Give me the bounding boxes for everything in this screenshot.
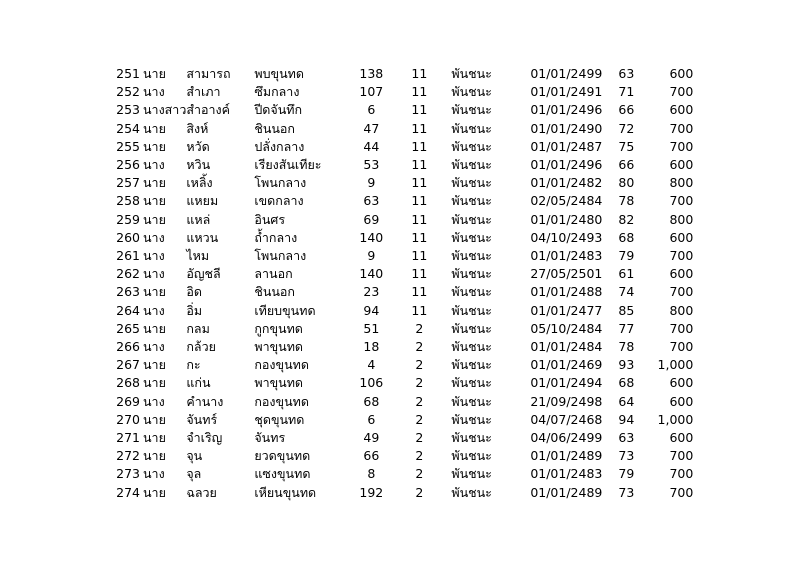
birth-date-cell: 04/10/2493 <box>530 229 603 245</box>
subdistrict-cell: พันชนะ <box>451 157 492 173</box>
house-number-cell: 9 <box>367 248 376 264</box>
first-name-cell: ฉลวย <box>186 484 217 500</box>
village-number-cell: 2 <box>415 375 424 391</box>
last-name-cell: ลานอก <box>254 266 293 282</box>
age-cell: 78 <box>618 339 635 355</box>
birth-date-cell: 05/10/2484 <box>530 320 603 336</box>
row-number-cell: 252 <box>116 84 140 100</box>
table-row <box>106 229 693 247</box>
last-name-cell: กองขุนทด <box>254 393 309 409</box>
age-cell: 78 <box>618 193 635 209</box>
house-number-cell: 6 <box>367 102 376 118</box>
house-number-cell: 107 <box>359 84 384 100</box>
first-name-cell: แก่น <box>186 375 211 391</box>
row-number-cell: 260 <box>116 229 140 245</box>
birth-date-cell: 01/01/2480 <box>530 211 603 227</box>
subdistrict-cell: พันชนะ <box>451 211 492 227</box>
table-row <box>106 101 693 119</box>
birth-date-cell: 01/01/2496 <box>530 102 603 118</box>
village-number-cell: 2 <box>415 430 424 446</box>
allowance-amount-cell: 600 <box>669 102 694 118</box>
last-name-cell: ชุดขุนทด <box>254 411 305 427</box>
table-row <box>106 265 693 283</box>
village-number-cell: 2 <box>415 393 424 409</box>
name-title-cell: นาย <box>143 375 166 391</box>
allowance-amount-cell: 800 <box>669 302 694 318</box>
birth-date-cell: 01/01/2483 <box>530 248 603 264</box>
name-title-cell: นาง <box>143 393 165 409</box>
allowance-amount-cell: 600 <box>669 266 694 282</box>
age-cell: 82 <box>618 211 635 227</box>
subdistrict-cell: พันชนะ <box>451 375 492 391</box>
house-number-cell: 51 <box>363 320 380 336</box>
last-name-cell: เหียนขุนทด <box>254 484 317 500</box>
first-name-cell: สามารถ <box>186 66 231 81</box>
table-row <box>106 120 693 138</box>
table-row <box>106 65 693 83</box>
first-name-cell: กลม <box>186 320 210 336</box>
birth-date-cell: 01/01/2487 <box>530 138 603 154</box>
allowance-amount-cell: 700 <box>669 193 694 209</box>
row-number-cell: 267 <box>116 357 140 373</box>
row-number-cell: 269 <box>116 393 140 409</box>
last-name-cell: ซึมกลาง <box>254 84 300 100</box>
name-title-cell: นาย <box>143 175 166 191</box>
subdistrict-cell: พันชนะ <box>451 175 492 191</box>
allowance-amount-cell: 700 <box>669 466 694 482</box>
first-name-cell: กะ <box>186 357 201 373</box>
row-number-cell: 270 <box>116 411 140 427</box>
birth-date-cell: 01/01/2483 <box>530 466 603 482</box>
name-title-cell: นาย <box>143 430 166 446</box>
village-number-cell: 2 <box>415 320 424 336</box>
subdistrict-cell: พันชนะ <box>451 266 492 282</box>
village-number-cell: 11 <box>411 211 428 227</box>
last-name-cell: โพนกลาง <box>254 175 307 191</box>
allowance-amount-cell: 600 <box>669 375 694 391</box>
last-name-cell: เรียงสันเทียะ <box>254 157 322 173</box>
first-name-cell: จุล <box>186 466 202 482</box>
house-number-cell: 138 <box>359 66 384 81</box>
age-cell: 74 <box>618 284 635 300</box>
last-name-cell: แซงขุนทด <box>254 466 311 482</box>
house-number-cell: 66 <box>363 448 380 464</box>
table-row <box>106 429 693 447</box>
village-number-cell: 11 <box>411 302 428 318</box>
subdistrict-cell: พันชนะ <box>451 248 492 264</box>
first-name-cell: หวัด <box>186 138 210 154</box>
subdistrict-cell: พันชนะ <box>451 357 492 373</box>
allowance-amount-cell: 700 <box>669 339 694 355</box>
village-number-cell: 11 <box>411 284 428 300</box>
first-name-cell: จันทร์ <box>186 411 218 427</box>
birth-date-cell: 01/01/2489 <box>530 448 603 464</box>
name-title-cell: นาย <box>143 411 166 427</box>
village-number-cell: 2 <box>415 411 424 427</box>
last-name-cell: ชินนอก <box>254 284 295 300</box>
first-name-cell: เหลิ้ง <box>186 175 213 191</box>
birth-date-cell: 01/01/2477 <box>530 302 603 318</box>
subdistrict-cell: พันชนะ <box>451 284 492 300</box>
house-number-cell: 44 <box>363 138 380 154</box>
subdistrict-cell: พันชนะ <box>451 120 492 136</box>
first-name-cell: หวิน <box>186 157 211 173</box>
first-name-cell: แหล่ <box>186 211 211 227</box>
name-title-cell: นาย <box>143 357 166 373</box>
first-name-cell: กล้วย <box>186 339 216 355</box>
village-number-cell: 2 <box>415 339 424 355</box>
name-title-cell: นาง <box>143 84 165 100</box>
subdistrict-cell: พันชนะ <box>451 302 492 318</box>
birth-date-cell: 01/01/2490 <box>530 120 603 136</box>
village-number-cell: 11 <box>411 175 428 191</box>
subdistrict-cell: พันชนะ <box>451 320 492 336</box>
table-row <box>106 356 693 374</box>
first-name-cell: ไหม <box>186 248 210 264</box>
last-name-cell: เทียบขุนทด <box>254 302 316 318</box>
subdistrict-cell: พันชนะ <box>451 430 492 446</box>
age-cell: 72 <box>618 120 635 136</box>
house-number-cell: 4 <box>367 357 376 373</box>
row-number-cell: 274 <box>116 484 140 500</box>
table-row <box>106 393 693 411</box>
first-name-cell: สิงห์ <box>186 120 209 136</box>
row-number-cell: 268 <box>116 375 140 391</box>
age-cell: 66 <box>618 157 635 173</box>
name-title-cell: นาย <box>143 138 166 154</box>
age-cell: 66 <box>618 102 635 118</box>
birth-date-cell: 27/05/2501 <box>530 266 603 282</box>
village-number-cell: 11 <box>411 138 428 154</box>
last-name-cell: พบขุนทด <box>254 66 304 81</box>
table-row <box>106 247 693 265</box>
last-name-cell: อินศร <box>254 211 286 227</box>
subdistrict-cell: พันชนะ <box>451 466 492 482</box>
last-name-cell: ถ้ำกลาง <box>254 229 298 245</box>
village-number-cell: 11 <box>411 248 428 264</box>
allowance-amount-cell: 700 <box>669 484 694 500</box>
row-number-cell: 251 <box>116 66 140 81</box>
birth-date-cell: 01/01/2491 <box>530 84 603 100</box>
row-number-cell: 262 <box>116 266 140 282</box>
birth-date-cell: 04/07/2468 <box>530 411 603 427</box>
name-title-cell: นาง <box>143 229 165 245</box>
name-title-cell: นาง <box>143 157 165 173</box>
age-cell: 63 <box>618 66 635 81</box>
house-number-cell: 47 <box>363 120 380 136</box>
first-name-cell: อัญชลี <box>186 266 221 282</box>
birth-date-cell: 01/01/2484 <box>530 339 603 355</box>
house-number-cell: 18 <box>363 339 380 355</box>
allowance-amount-cell: 700 <box>669 448 694 464</box>
house-number-cell: 23 <box>363 284 380 300</box>
allowance-amount-cell: 800 <box>669 211 694 227</box>
age-cell: 79 <box>618 248 635 264</box>
allowance-amount-cell: 600 <box>669 430 694 446</box>
village-number-cell: 2 <box>415 466 424 482</box>
house-number-cell: 140 <box>359 266 384 282</box>
elderly-allowance-table <box>106 65 693 502</box>
subdistrict-cell: พันชนะ <box>451 102 492 118</box>
first-name-cell: อิด <box>186 284 202 300</box>
last-name-cell: พาขุนทด <box>254 375 304 391</box>
name-title-cell: นาง <box>143 248 165 264</box>
table-body <box>106 65 693 502</box>
row-number-cell: 259 <box>116 211 140 227</box>
table-row <box>106 211 693 229</box>
age-cell: 93 <box>618 357 635 373</box>
name-title-cell: นาง <box>143 339 165 355</box>
row-number-cell: 256 <box>116 157 140 173</box>
age-cell: 80 <box>618 175 635 191</box>
village-number-cell: 11 <box>411 120 428 136</box>
last-name-cell: พาขุนทด <box>254 339 304 355</box>
table-row <box>106 138 693 156</box>
age-cell: 85 <box>618 302 635 318</box>
birth-date-cell: 01/01/2482 <box>530 175 603 191</box>
row-number-cell: 253 <box>116 102 140 118</box>
row-number-cell: 272 <box>116 448 140 464</box>
table-row <box>106 447 693 465</box>
house-number-cell: 192 <box>359 484 384 500</box>
subdistrict-cell: พันชนะ <box>451 393 492 409</box>
village-number-cell: 11 <box>411 193 428 209</box>
allowance-amount-cell: 600 <box>669 393 694 409</box>
village-number-cell: 11 <box>411 84 428 100</box>
row-number-cell: 257 <box>116 175 140 191</box>
age-cell: 75 <box>618 138 635 154</box>
birth-date-cell: 01/01/2494 <box>530 375 603 391</box>
allowance-amount-cell: 600 <box>669 157 694 173</box>
allowance-amount-cell: 600 <box>669 229 694 245</box>
subdistrict-cell: พันชนะ <box>451 339 492 355</box>
name-title-cell: นาย <box>143 284 166 300</box>
name-title-cell: นาย <box>143 211 166 227</box>
last-name-cell: ชินนอก <box>254 120 295 136</box>
birth-date-cell: 01/01/2499 <box>530 66 603 81</box>
birth-date-cell: 21/09/2498 <box>530 393 603 409</box>
allowance-amount-cell: 700 <box>669 120 694 136</box>
subdistrict-cell: พันชนะ <box>451 484 492 500</box>
house-number-cell: 49 <box>363 430 380 446</box>
subdistrict-cell: พันชนะ <box>451 138 492 154</box>
village-number-cell: 11 <box>411 102 428 118</box>
village-number-cell: 11 <box>411 266 428 282</box>
row-number-cell: 255 <box>116 138 140 154</box>
first-name-cell: สำอางค์ <box>186 102 230 118</box>
allowance-amount-cell: 700 <box>669 84 694 100</box>
row-number-cell: 266 <box>116 339 140 355</box>
name-title-cell: นาง <box>143 266 165 282</box>
house-number-cell: 8 <box>367 466 376 482</box>
house-number-cell: 53 <box>363 157 380 173</box>
name-title-cell: นาง <box>143 466 165 482</box>
subdistrict-cell: พันชนะ <box>451 66 492 81</box>
birth-date-cell: 02/05/2484 <box>530 193 603 209</box>
name-title-cell: นาย <box>143 484 166 500</box>
house-number-cell: 63 <box>363 193 380 209</box>
allowance-amount-cell: 600 <box>669 66 694 81</box>
last-name-cell: โพนกลาง <box>254 248 307 264</box>
row-number-cell: 264 <box>116 302 140 318</box>
subdistrict-cell: พันชนะ <box>451 193 492 209</box>
house-number-cell: 9 <box>367 175 376 191</box>
row-number-cell: 273 <box>116 466 140 482</box>
last-name-cell: เขดกลาง <box>254 193 304 209</box>
table-row <box>106 83 693 101</box>
first-name-cell: สำเภา <box>186 84 221 100</box>
table-row <box>106 338 693 356</box>
house-number-cell: 6 <box>367 411 376 427</box>
row-number-cell: 254 <box>116 120 140 136</box>
allowance-amount-cell: 1,000 <box>657 357 694 373</box>
name-title-cell: นางสาว <box>143 102 187 118</box>
house-number-cell: 106 <box>359 375 384 391</box>
table-row <box>106 374 693 392</box>
first-name-cell: แหยม <box>186 193 219 209</box>
house-number-cell: 69 <box>363 211 380 227</box>
row-number-cell: 261 <box>116 248 140 264</box>
age-cell: 73 <box>618 484 635 500</box>
allowance-amount-cell: 800 <box>669 175 694 191</box>
birth-date-cell: 01/01/2489 <box>530 484 603 500</box>
name-title-cell: นาย <box>143 193 166 209</box>
age-cell: 71 <box>618 84 635 100</box>
allowance-amount-cell: 700 <box>669 248 694 264</box>
row-number-cell: 271 <box>116 430 140 446</box>
village-number-cell: 2 <box>415 484 424 500</box>
age-cell: 77 <box>618 320 635 336</box>
age-cell: 73 <box>618 448 635 464</box>
name-title-cell: นาง <box>143 302 165 318</box>
house-number-cell: 68 <box>363 393 380 409</box>
row-number-cell: 263 <box>116 284 140 300</box>
first-name-cell: จำเริญ <box>186 430 223 446</box>
allowance-amount-cell: 700 <box>669 284 694 300</box>
row-number-cell: 265 <box>116 320 140 336</box>
age-cell: 63 <box>618 430 635 446</box>
village-number-cell: 11 <box>411 229 428 245</box>
first-name-cell: อิ่ม <box>186 302 203 318</box>
village-number-cell: 2 <box>415 357 424 373</box>
age-cell: 61 <box>618 266 635 282</box>
table-row <box>106 411 693 429</box>
table-row <box>106 174 693 192</box>
table-row <box>106 283 693 301</box>
age-cell: 94 <box>618 411 635 427</box>
birth-date-cell: 01/01/2488 <box>530 284 603 300</box>
first-name-cell: คำนาง <box>186 393 224 409</box>
house-number-cell: 94 <box>363 302 380 318</box>
last-name-cell: กูกขุนทด <box>254 320 303 336</box>
table-row <box>106 465 693 483</box>
age-cell: 79 <box>618 466 635 482</box>
name-title-cell: นาย <box>143 320 166 336</box>
village-number-cell: 11 <box>411 66 428 81</box>
subdistrict-cell: พันชนะ <box>451 448 492 464</box>
first-name-cell: จุน <box>186 448 203 464</box>
first-name-cell: แหวน <box>186 229 219 245</box>
subdistrict-cell: พันชนะ <box>451 229 492 245</box>
table-row <box>106 192 693 210</box>
subdistrict-cell: พันชนะ <box>451 84 492 100</box>
row-number-cell: 258 <box>116 193 140 209</box>
birth-date-cell: 01/01/2469 <box>530 357 603 373</box>
last-name-cell: จันทร <box>254 430 286 446</box>
name-title-cell: นาย <box>143 66 166 81</box>
table-row <box>106 320 693 338</box>
table-row <box>106 302 693 320</box>
age-cell: 68 <box>618 229 635 245</box>
age-cell: 64 <box>618 393 635 409</box>
table-row <box>106 484 693 502</box>
village-number-cell: 11 <box>411 157 428 173</box>
last-name-cell: ปลั่งกลาง <box>254 138 305 154</box>
last-name-cell: ปีดจันทึก <box>254 102 303 118</box>
subdistrict-cell: พันชนะ <box>451 411 492 427</box>
name-title-cell: นาย <box>143 120 166 136</box>
birth-date-cell: 01/01/2496 <box>530 157 603 173</box>
age-cell: 68 <box>618 375 635 391</box>
village-number-cell: 2 <box>415 448 424 464</box>
allowance-amount-cell: 700 <box>669 138 694 154</box>
house-number-cell: 140 <box>359 229 384 245</box>
allowance-amount-cell: 1,000 <box>657 411 694 427</box>
last-name-cell: ยวดขุนทด <box>254 448 311 464</box>
name-title-cell: นาย <box>143 448 166 464</box>
last-name-cell: กองขุนทด <box>254 357 309 373</box>
allowance-amount-cell: 700 <box>669 320 694 336</box>
birth-date-cell: 04/06/2499 <box>530 430 603 446</box>
table-row <box>106 156 693 174</box>
